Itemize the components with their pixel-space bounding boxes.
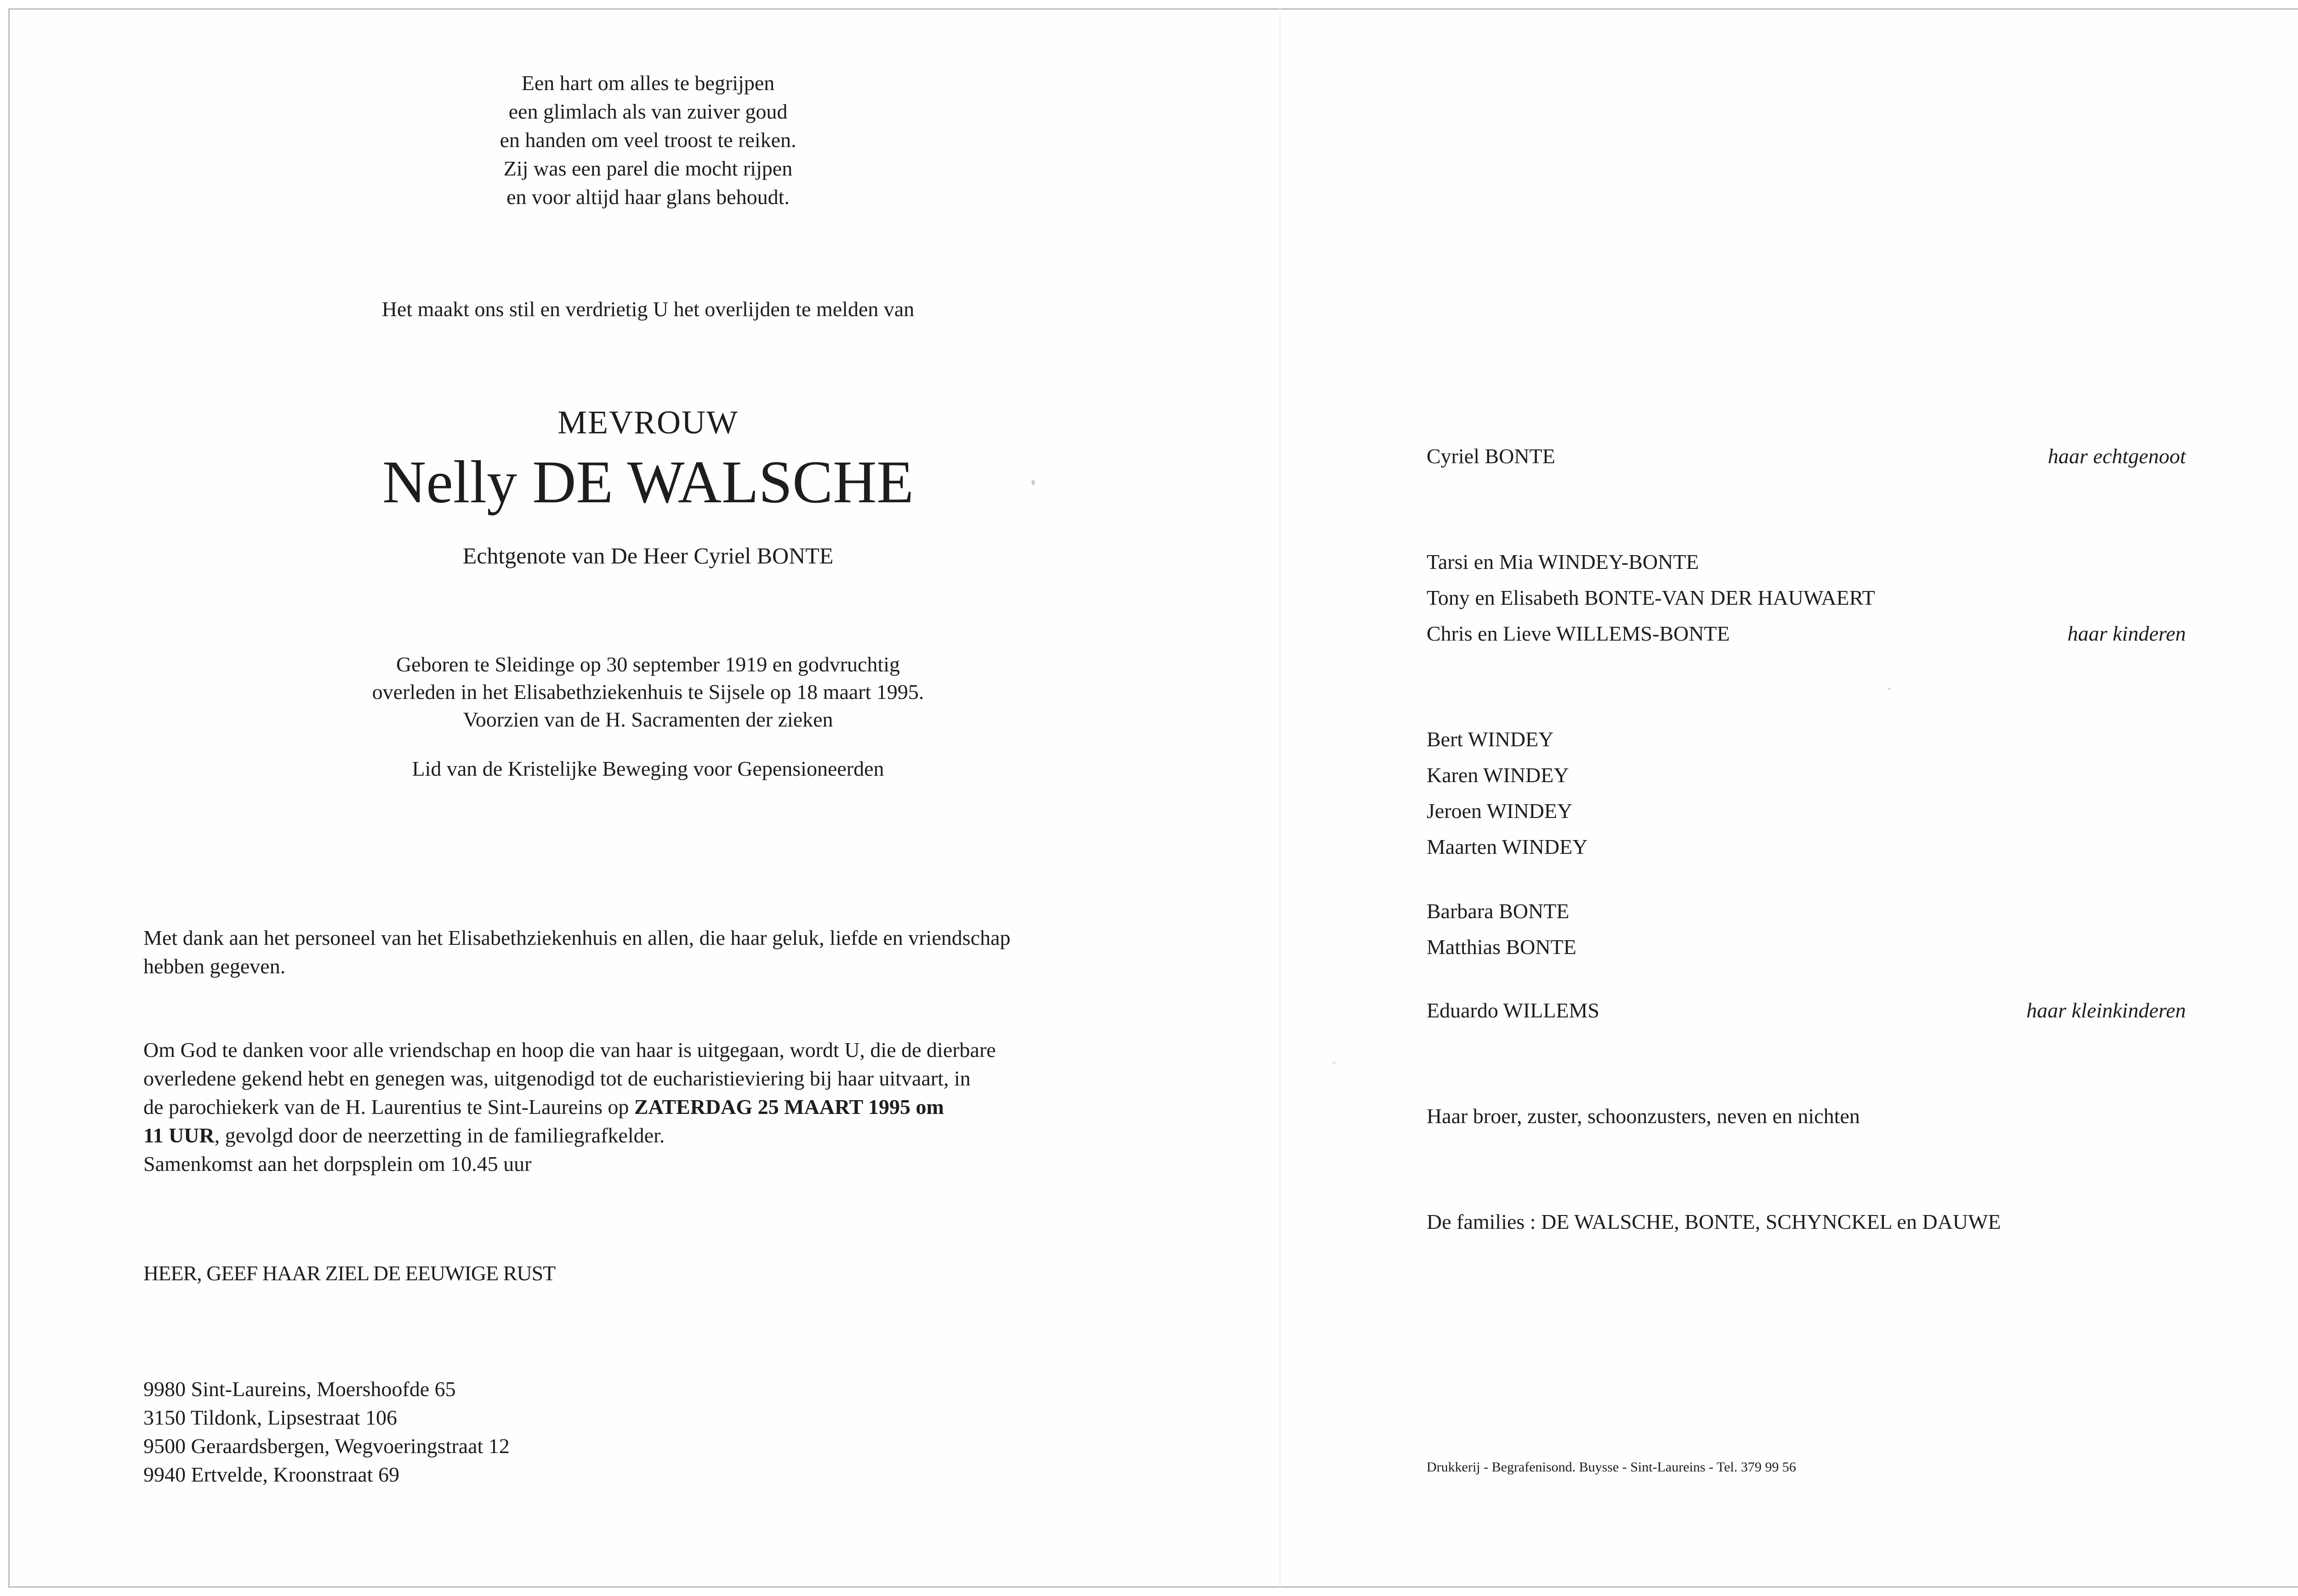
- birth-death-details: [257, 651, 1039, 733]
- printer-credit: Drukkerij - Begrafenisond. Buysse - Sint-Laureins - Tel. 379 99 56: [1427, 1460, 1796, 1475]
- poem-line: en voor altijd haar glans behoudt.: [506, 185, 790, 209]
- details-line: Geboren te Sleidinge op 30 september 1919 en godvruchtig: [396, 653, 900, 676]
- paragraph-line: overledene gekend hebt en genegen was, uitgenodigd tot de eucharistieviering bij haar uitvaart, in: [143, 1067, 971, 1090]
- mass-date: ZATERDAG 25 MAART 1995 om: [634, 1095, 944, 1119]
- mass-text: de parochiekerk van de H. Laurentius te Sint-Laureins op: [143, 1095, 634, 1119]
- paper-speck: [1888, 687, 1891, 690]
- grandchild-entry: Jeroen WINDEY: [1427, 799, 1573, 823]
- closing-prayer: HEER, GEEF HAAR ZIEL DE EEUWIGE RUST: [143, 1261, 556, 1285]
- card-sheet: [8, 8, 2298, 1588]
- poem-line: Een hart om alles te begrijpen: [521, 71, 775, 95]
- poem-line: en handen om veel troost te reiken.: [500, 128, 796, 152]
- families-line: De families : DE WALSCHE, BONTE, SCHYNCKEL en DAUWE: [1427, 1210, 2001, 1233]
- thanks-paragraph: [143, 924, 1155, 981]
- address-line: 9940 Ertvelde, Kroonstraat 69: [143, 1463, 399, 1486]
- address-line: 9980 Sint-Laureins, Moershoofde 65: [143, 1377, 456, 1401]
- paragraph-line: [143, 1093, 1155, 1121]
- honorific: MEVROUW: [557, 404, 739, 441]
- announcement-intro: Het maakt ons stil en verdrietig U het overlijden te melden van: [381, 297, 915, 321]
- deceased-name: Nelly DE WALSCHE: [382, 448, 914, 516]
- poem-line: een glimlach als van zuiver goud: [508, 100, 788, 123]
- mass-time: 11 UUR: [143, 1124, 215, 1147]
- child-entry: Chris en Lieve WILLEMS-BONTE: [1427, 622, 1730, 645]
- address-line: 9500 Geraardsbergen, Wegvoeringstraat 12: [143, 1434, 510, 1458]
- paper-speck: [1333, 1062, 1336, 1064]
- spouse-line: Echtgenote van De Heer Cyriel BONTE: [462, 543, 834, 568]
- paragraph-line: Samenkomst aan het dorpsplein om 10.45 uur: [143, 1152, 532, 1176]
- grandchild-entry: Karen WINDEY: [1427, 763, 1569, 787]
- paragraph-line: [143, 1121, 1155, 1150]
- address-line: 3150 Tildonk, Lipsestraat 106: [143, 1406, 398, 1429]
- funeral-mass-paragraph: [143, 1036, 1155, 1178]
- grandchild-entry: Barbara BONTE: [1427, 899, 1570, 923]
- child-entry: Tarsi en Mia WINDEY-BONTE: [1427, 550, 1699, 574]
- paragraph-line: Om God te danken voor alle vriendschap en hoop die van haar is uitgegaan, wordt U, die de dierbare: [143, 1038, 996, 1062]
- details-line: Voorzien van de H. Sacramenten der zieken: [463, 708, 833, 731]
- membership-line: Lid van de Kristelijke Beweging voor Gepensioneerden: [412, 757, 884, 780]
- grandchild-entry: Maarten WINDEY: [1427, 835, 1588, 858]
- husband-role: haar echtgenoot: [2048, 444, 2186, 468]
- poem: [340, 69, 956, 211]
- paragraph-line: Met dank aan het personeel van het Elisabethziekenhuis en allen, die haar geluk, liefde en vriendschap: [143, 926, 1011, 949]
- details-line: overleden in het Elisabethziekenhuis te Sijsele op 18 maart 1995.: [372, 680, 924, 704]
- paper-speck: [1031, 480, 1035, 485]
- children-role: haar kinderen: [2067, 622, 2186, 645]
- grandchild-entry: Matthias BONTE: [1427, 935, 1576, 959]
- husband-name: Cyriel BONTE: [1427, 444, 1555, 468]
- grandchild-entry: Eduardo WILLEMS: [1427, 999, 1600, 1022]
- grandchildren-role: haar kleinkinderen: [2026, 999, 2186, 1022]
- address-list: [143, 1375, 510, 1489]
- paragraph-line: hebben gegeven.: [143, 954, 286, 978]
- poem-line: Zij was een parel die mocht rijpen: [503, 157, 793, 180]
- grandchild-entry: Bert WINDEY: [1427, 727, 1554, 751]
- relatives-line: Haar broer, zuster, schoonzusters, neven en nichten: [1427, 1104, 1860, 1128]
- mass-text: , gevolgd door de neerzetting in de familiegrafkelder.: [214, 1124, 665, 1147]
- child-entry: Tony en Elisabeth BONTE-VAN DER HAUWAERT: [1427, 586, 1875, 609]
